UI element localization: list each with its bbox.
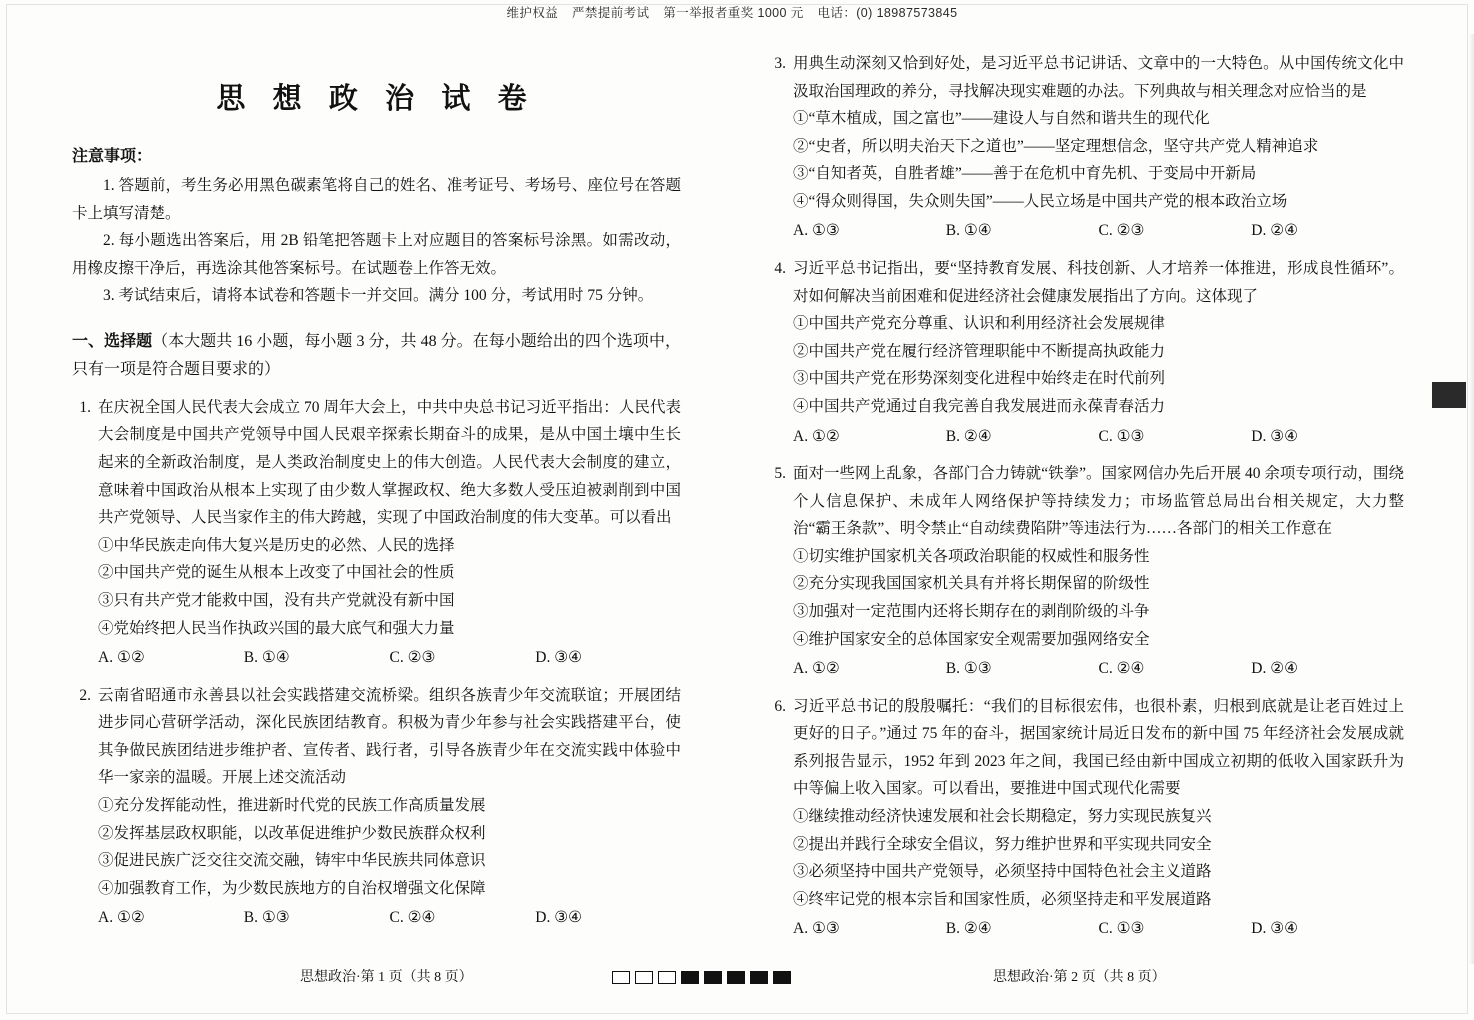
section-heading-desc: （本大题共 16 小题，每小题 3 分，共 48 分。在每小题给出的四个选项中，只有一项是符合题目要求的） [72,332,681,378]
barcode-bar [750,971,768,984]
answer-choice-b[interactable]: B. ②④ [945,427,992,445]
answer-choice-d[interactable]: D. ②④ [1251,222,1298,240]
question-statement: ④加强教育工作，为少数民族地方的自治权增强文化保障 [98,879,486,897]
question-body [793,460,1404,683]
section-heading-label: 一、选择题 [72,332,153,350]
question-statement: ④“得众则得国，失众则失国”——人民立场是中国共产党的根本政治立场 [793,192,1288,210]
question-statement: ④终牢记党的根本宗旨和国家性质，必须坚持走和平发展道路 [793,890,1212,908]
barcode-bar [612,971,630,984]
question-statement: ①中华民族走向伟大复兴是历史的必然、人民的选择 [98,536,455,554]
question-statement: ③“自知者英，自胜者雄”——善于在危机中育先机、于变局中开新局 [793,165,1257,183]
question-body [98,394,681,672]
page-left [0,34,737,964]
notice-item: 3. 考试结束后，请将本试卷和答题卡一并交回。满分 100 分，考试用时 75 分钟。 [103,287,654,305]
notice-item: 1. 答题前，考生务必用黑色碳素笔将自己的姓名、准考证号、考场号、座位号在答题卡上填写清楚。 [72,177,681,222]
question-stem: 面对一些网上乱象，各部门合力铸就“铁拳”。国家网信办先后开展 40 余项专项行动，围绕个人信息保护、未成年人网络保护等持续发力；市场监管总局出台相关规定，大力整治“霸王条款”、明令禁止“自动续费陷阱”等违法行为……各部门的相关工作意在 [793,465,1404,538]
answer-choice-b[interactable]: B. ①④ [243,649,290,667]
barcode-bar [727,971,745,984]
question-stem: 习近平总书记的殷殷嘱托：“我们的目标很宏伟，也很朴素，归根到底就是让老百姓过上更好的日子。”通过 75 年的奋斗，据国家统计局近日发布的新中国 75 年经济社会发展成就系列报告显示，1952 年到 2023 年之间，我国已经由新中国成立初期的低收入国家跃升为中等偏上收入国家。可以看出，要推进中国式现代化需要 [793,697,1404,798]
question-body [793,50,1404,245]
answer-choices [793,217,1404,245]
scan-registration-mark [1432,382,1466,408]
question-item [767,255,1404,450]
barcode-bar [704,971,722,984]
question-statement: ④中国共产党通过自我完善自我发展进而永葆青春活力 [793,397,1166,415]
question-number: 1. [79,398,91,416]
answer-choice-d[interactable]: D. ③④ [1251,920,1298,938]
question-statement: ②提出并践行全球安全倡议，努力维护世界和平实现共同安全 [793,835,1212,853]
question-item [767,50,1404,245]
question-statement: ④维护国家安全的总体国家安全观需要加强网络安全 [793,630,1150,648]
page-columns [0,34,1474,964]
answer-choice-a[interactable]: A. ①② [793,660,840,678]
notice-heading: 注意事项： [72,148,153,165]
answer-choices [793,655,1404,683]
question-stem: 用典生动深刻又恰到好处，是习近平总书记讲话、文章中的一大特色。从中国传统文化中汲取治国理政的养分，寻找解决现实难题的办法。下列典故与相关理念对应恰当的是 [793,55,1404,100]
footer-page-1: 思想政治·第 1 页（共 8 页） [300,970,473,985]
question-statement: ③中国共产党在形势深刻变化进程中始终走在时代前列 [793,370,1166,388]
question-item [72,682,681,932]
question-number: 2. [79,686,91,704]
question-statement: ②中国共产党的诞生从根本上改变了中国社会的性质 [98,564,455,582]
question-statement: ③必须坚持中国共产党领导，必须坚持中国特色社会主义道路 [793,863,1212,881]
header-notice-item-3: 电话：(0) 18987573845 [817,6,958,20]
answer-choices [98,644,681,672]
question-body [98,682,681,932]
answer-choice-a[interactable]: A. ①③ [793,920,840,938]
answer-choices [793,423,1404,451]
question-statement: ②充分实现我国国家机关具有并将长期保留的阶级性 [793,575,1150,593]
question-body [793,255,1404,450]
question-number: 4. [774,260,786,278]
answer-choices [98,904,681,932]
answer-choice-a[interactable]: A. ①② [793,427,840,445]
answer-choice-c[interactable]: C. ②④ [389,909,436,927]
answer-choice-b[interactable]: B. ①③ [945,660,992,678]
question-stem: 习近平总书记指出，要“坚持教育发展、科技创新、人才培养一体推进，形成良性循环”。对如何解决当前困难和促进经济社会健康发展指出了方向。这体现了 [793,260,1404,305]
header-notice-item-0: 维护权益 [506,6,559,20]
question-number: 3. [774,55,786,72]
question-body [793,693,1404,943]
question-item [72,394,681,672]
question-number: 5. [774,465,786,483]
question-statement: ③只有共产党才能救中国，没有共产党就没有新中国 [98,591,455,609]
answer-choice-a[interactable]: A. ①③ [793,222,840,240]
barcode-bar [635,971,653,984]
question-statement: ①“草木植成，国之富也”——建设人与自然和谐共生的现代化 [793,110,1210,128]
header-notice-item-1: 严禁提前考试 [572,6,650,20]
question-statement: ③促进民族广泛交往交流交融，铸牢中华民族共同体意识 [98,852,486,870]
barcode-bar [658,971,676,984]
question-stem: 云南省昭通市永善县以社会实践搭建交流桥梁。组织各族青少年交流联谊；开展团结进步同心营研学活动，深化民族团结教育。积极为青少年参与社会实践搭建平台，使其争做民族团结进步维护者、宣传者、践行者，引导各族青少年在交流实践中体验中华一家亲的温暖。开展上述交流活动 [98,686,681,787]
question-number: 6. [774,697,786,715]
answer-choice-c[interactable]: C. ①③ [1098,920,1145,938]
notice-item: 2. 每小题选出答案后，用 2B 铅笔把答题卡上对应题目的答案标号涂黑。如需改动，用橡皮擦干净后，再选涂其他答案标号。在试题卷上作答无效。 [72,232,681,277]
page-edge-shadow [1469,34,1474,964]
barcode-bar [681,971,699,984]
answer-choice-c[interactable]: C. ①③ [1098,427,1145,445]
question-statement: ②中国共产党在履行经济管理职能中不断提高执政能力 [793,342,1166,360]
question-statement: ①切实维护国家机关各项政治职能的权威性和服务性 [793,547,1150,565]
footer-page-2: 思想政治·第 2 页（共 8 页） [993,970,1166,985]
question-statement: ③加强对一定范围内还将长期存在的剥削阶级的斗争 [793,602,1150,620]
answer-choice-d[interactable]: D. ③④ [1251,427,1298,445]
answer-choices [793,915,1404,943]
question-item [767,460,1404,683]
answer-choice-a[interactable]: A. ①② [98,649,145,667]
answer-choice-c[interactable]: C. ②③ [1098,222,1145,240]
answer-choice-c[interactable]: C. ②④ [1098,660,1145,678]
scan-barcode [612,971,796,984]
question-statement: ②发挥基层政权职能，以改革促进维护少数民族群众权利 [98,824,486,842]
section-heading [72,328,681,384]
answer-choice-b[interactable]: B. ①③ [243,909,290,927]
question-statement: ②“史者，所以明夫治天下之道也”——坚定理想信念，坚守共产党人精神追求 [793,137,1319,155]
answer-choice-d[interactable]: D. ②④ [1251,660,1298,678]
header-notice-item-2: 第一举报者重奖 1000 元 [663,6,804,20]
page-right [737,34,1474,964]
answer-choice-c[interactable]: C. ②③ [389,649,436,667]
question-statement: ①继续推动经济快速发展和社会长期稳定，努力实现民族复兴 [793,808,1212,826]
question-statement: ①充分发挥能动性，推进新时代党的民族工作高质量发展 [98,796,486,814]
answer-choice-b[interactable]: B. ①④ [945,222,992,240]
page-title: 思 想 政 治 试 卷 [216,83,537,115]
question-statement: ①中国共产党充分尊重、认识和利用经济社会发展规律 [793,315,1166,333]
question-item [767,693,1404,943]
question-statement: ④党始终把人民当作执政兴国的最大底气和强大力量 [98,619,455,637]
answer-choice-d[interactable]: D. ③④ [535,909,582,927]
answer-choice-b[interactable]: B. ②④ [945,920,992,938]
answer-choice-d[interactable]: D. ③④ [535,649,582,667]
question-stem: 在庆祝全国人民代表大会成立 70 周年大会上，中共中央总书记习近平指出：人民代表大会制度是中国共产党领导中国人民艰辛探索长期奋斗的成果，是从中国土壤中生长起来的全新政治制度，是人类政治制度史上的伟大创造。人民代表大会制度的建立，意味着中国政治从根本上实现了由少数人掌握政权、绝大多数人受压迫被剥削到中国共产党领导、人民当家作主的伟大跨越，实现了中国政治制度的伟大变革。可以看出 [98,398,681,527]
page-header-notice [0,3,1474,21]
answer-choice-a[interactable]: A. ①② [98,909,145,927]
barcode-bar [773,971,791,984]
